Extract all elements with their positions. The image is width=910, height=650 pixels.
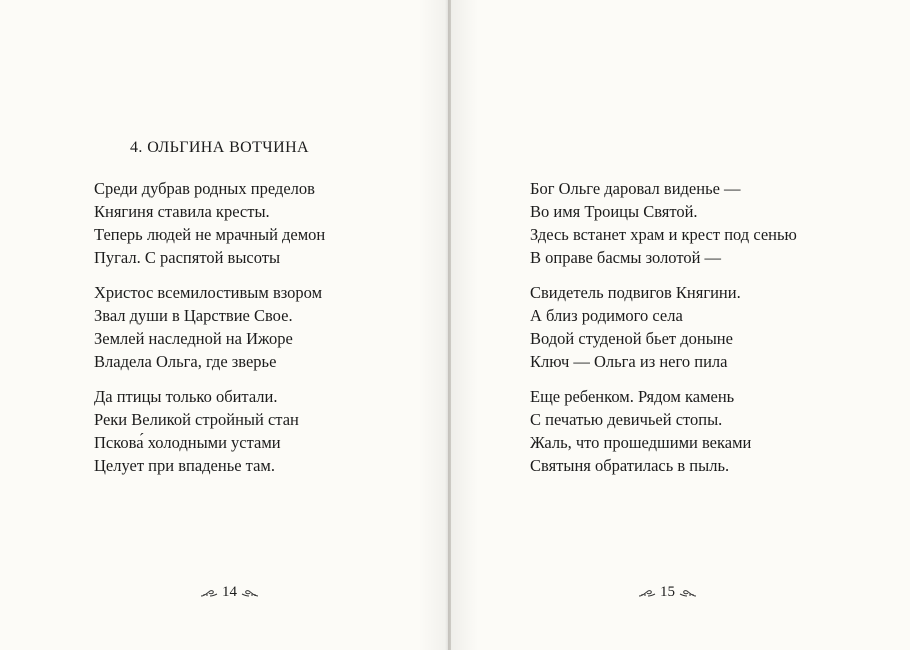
verse-line: Святыня обратилась в пыль. bbox=[530, 456, 730, 475]
verse-line: Землей наследной на Ижоре bbox=[94, 329, 293, 348]
verse-line: Во имя Троицы Святой. bbox=[530, 202, 698, 221]
floral-ornament-icon bbox=[200, 588, 218, 598]
verse-line: С печатью девичьей стопы. bbox=[530, 410, 723, 429]
floral-ornament-icon bbox=[679, 588, 697, 598]
verse-line: Жаль, что прошедшими веками bbox=[530, 433, 752, 452]
verse-line: Пугал. С распятой высоты bbox=[94, 248, 281, 267]
floral-ornament-icon bbox=[638, 588, 656, 598]
verse-line: Бог Ольге даровал виденье — bbox=[530, 179, 741, 198]
book-gutter bbox=[448, 0, 451, 650]
page-number-right bbox=[638, 584, 697, 601]
verse-line: Княгиня ставила кресты. bbox=[94, 202, 270, 221]
page-number: 14 bbox=[222, 584, 237, 600]
verse-line: Реки Великой стройный стан bbox=[94, 410, 299, 429]
verse-line: Целует при впаденье там. bbox=[94, 456, 275, 475]
verse-line: Теперь людей не мрачный демон bbox=[94, 225, 326, 244]
verse-line: Пскова́ холодными устами bbox=[94, 433, 281, 452]
verse-line: Еще ребенком. Рядом камень bbox=[530, 387, 735, 406]
stanza bbox=[530, 385, 751, 477]
stanza bbox=[530, 281, 741, 373]
stanza bbox=[530, 177, 797, 269]
left-page bbox=[0, 0, 448, 650]
verse-line: Звал души в Царствие Свое. bbox=[94, 306, 293, 325]
verse-line: А близ родимого села bbox=[530, 306, 683, 325]
right-page bbox=[452, 0, 910, 650]
chapter-title: 4. ОЛЬГИНА ВОТЧИНА bbox=[130, 139, 309, 156]
verse-line: Свидетель подвигов Княгини. bbox=[530, 283, 741, 302]
page-number: 15 bbox=[660, 584, 675, 600]
verse-line: Да птицы только обитали. bbox=[94, 387, 278, 406]
verse-line: В оправе басмы золотой — bbox=[530, 248, 722, 267]
floral-ornament-icon bbox=[241, 588, 259, 598]
verse-line: Здесь встанет храм и крест под сенью bbox=[530, 225, 797, 244]
page-number-left bbox=[200, 584, 259, 601]
stanza bbox=[94, 281, 322, 373]
verse-line: Владела Ольга, где зверье bbox=[94, 352, 277, 371]
verse-line: Водой студеной бьет доныне bbox=[530, 329, 733, 348]
verse-line: Христос всемилостивым взором bbox=[94, 283, 323, 302]
verse-line: Среди дубрав родных пределов bbox=[94, 179, 315, 198]
stanza bbox=[94, 177, 325, 269]
stanza bbox=[94, 385, 299, 477]
verse-line: Ключ — Ольга из него пила bbox=[530, 352, 728, 371]
